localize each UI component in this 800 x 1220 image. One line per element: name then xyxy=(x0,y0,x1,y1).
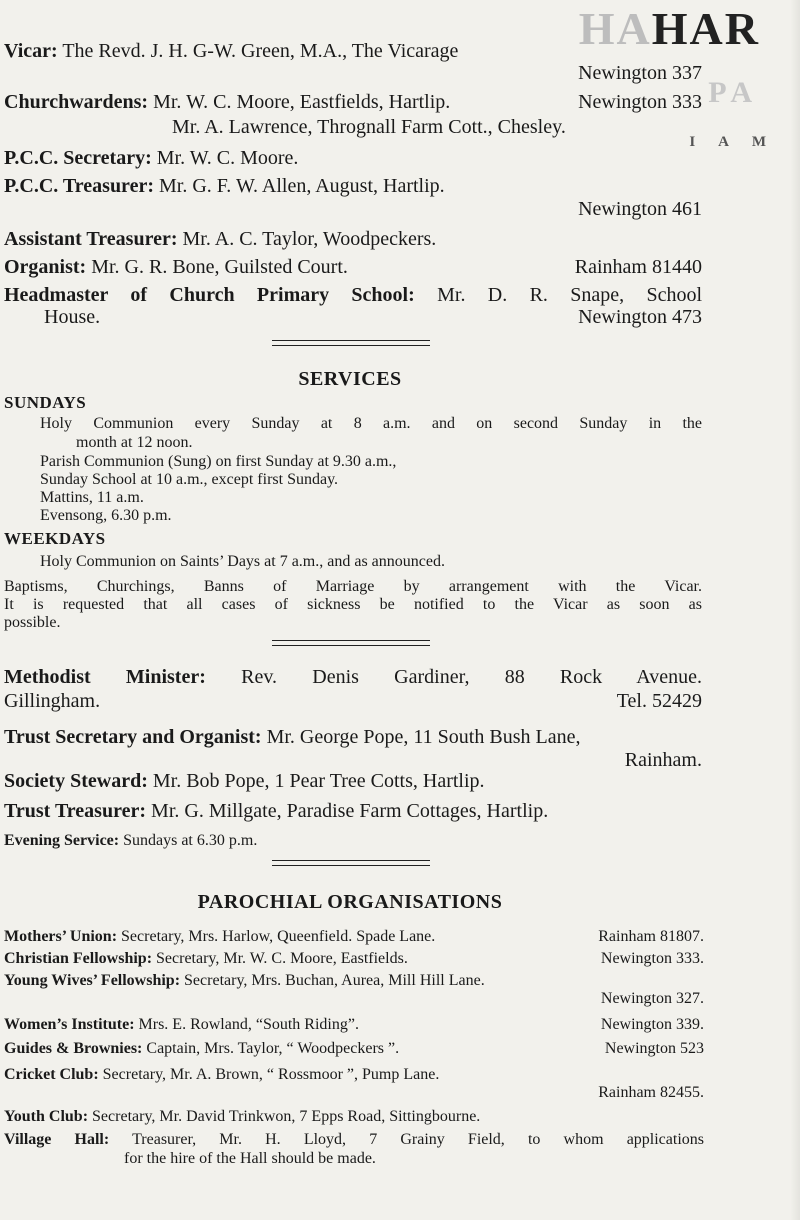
entry-text: Rev. Denis Gardiner, 88 Rock Avenue. xyxy=(241,666,702,688)
org-cricket-club xyxy=(4,1066,704,1084)
entry-headmaster-second xyxy=(4,306,702,328)
entry-text: The Revd. J. H. G-W. Green, M.A., The Vicarage xyxy=(62,40,459,62)
entry-trust-treasurer xyxy=(4,800,702,822)
entry-text: Mr. George Pope, 11 South Bush Lane, xyxy=(266,726,581,748)
weekdays-label: WEEKDAYS xyxy=(4,529,106,548)
organisations-heading: PAROCHIAL ORGANISATIONS xyxy=(197,891,503,913)
entry-text: Mr. A. C. Taylor, Woodpeckers. xyxy=(182,228,437,250)
entry-evening-service xyxy=(4,830,702,852)
sundays-label: SUNDAYS xyxy=(4,393,87,412)
org-label: Guides & Brownies: xyxy=(4,1040,143,1057)
services-note: Baptisms, Churchings, Banns of Marriage by arrangement with the Vicar. xyxy=(4,578,702,595)
entry-label: Evening Service: xyxy=(4,832,120,849)
sundays-line: Evensong, 6.30 p.m. xyxy=(40,507,172,524)
org-text: Captain, Mrs. Taylor, “ Woodpeckers ”. xyxy=(146,1040,400,1057)
org-village-hall xyxy=(4,1131,704,1149)
org-telephone: Newington 327. xyxy=(600,990,704,1007)
sundays-line: month at 12 noon. xyxy=(76,434,193,451)
entry-telephone: Newington 461 xyxy=(578,198,702,220)
services-note: It is requested that all cases of sickness be notified to the Vicar as soon as xyxy=(4,596,702,613)
entry-pcc-treasurer xyxy=(4,175,702,197)
org-text: Secretary, Mr. David Trinkwon, 7 Epps Road, Sittingbourne. xyxy=(92,1108,481,1125)
org-telephone: Newington 333. xyxy=(600,950,704,967)
services-heading: SERVICES xyxy=(298,368,402,390)
entry-churchwardens xyxy=(4,91,702,113)
org-telephone: Rainham 81807. xyxy=(598,928,704,945)
org-telephone: Newington 523 xyxy=(604,1040,704,1057)
entry-assistant-treasurer xyxy=(4,228,702,250)
entry-label: P.C.C. Treasurer: xyxy=(4,175,154,197)
org-label: Young Wives’ Fellowship: xyxy=(4,972,181,989)
entry-telephone: Tel. 52429 xyxy=(616,690,702,712)
entry-telephone: Rainham 81440 xyxy=(574,256,702,278)
org-telephone: Rainham 82455. xyxy=(598,1084,704,1101)
entry-society-steward xyxy=(4,770,702,792)
entry-telephone: Newington 333 xyxy=(578,91,702,113)
org-mothers-union xyxy=(4,928,704,946)
org-text: Secretary, Mr. A. Brown, “ Rossmoor ”, Pump Lane. xyxy=(102,1066,440,1083)
entry-text: Gillingham. xyxy=(4,690,101,712)
divider-rule xyxy=(272,860,430,866)
entry-label: Headmaster of Church Primary School: xyxy=(4,284,415,306)
org-label: Village Hall: xyxy=(4,1131,110,1148)
divider-rule xyxy=(272,340,430,346)
entry-text: Mr. W. C. Moore, Eastfields, Hartlip. xyxy=(153,91,451,113)
org-telephone: Newington 339. xyxy=(600,1016,704,1033)
entry-methodist-minister xyxy=(4,666,702,688)
org-young-wives xyxy=(4,972,704,990)
org-guides-brownies xyxy=(4,1040,704,1058)
entry-text: Mr. W. C. Moore. xyxy=(156,147,299,169)
entry-label: Trust Secretary and Organist: xyxy=(4,726,262,748)
entry-text: House. xyxy=(44,306,101,328)
bleed-through-small: I A M xyxy=(689,134,776,150)
entry-text: Mr. G. F. W. Allen, August, Hartlip. xyxy=(159,175,445,197)
sundays-line: Sunday School at 10 a.m., except first Sunday. xyxy=(40,471,339,488)
page-edge-shadow xyxy=(790,0,800,1220)
services-note: possible. xyxy=(4,614,61,631)
entry-label: Organist: xyxy=(4,256,87,278)
entry-organist xyxy=(4,256,702,278)
org-village-hall-second xyxy=(124,1150,704,1168)
org-text: Secretary, Mrs. Harlow, Queenfield. Spade Lane. xyxy=(121,928,436,945)
entry-pcc-secretary xyxy=(4,147,702,169)
org-text: Mrs. E. Rowland, “South Riding”. xyxy=(138,1016,359,1033)
org-label: Women’s Institute: xyxy=(4,1016,135,1033)
entry-label: Methodist Minister: xyxy=(4,666,206,688)
entry-text: Mr. G. R. Bone, Guilsted Court. xyxy=(91,256,348,278)
entry-telephone: Newington 473 xyxy=(578,306,702,328)
org-label: Christian Fellowship: xyxy=(4,950,153,967)
entry-text: Mr. G. Millgate, Paradise Farm Cottages, Hartlip. xyxy=(151,800,549,822)
divider-rule xyxy=(272,640,430,646)
entry-text: Rainham. xyxy=(624,749,702,771)
org-label: Mothers’ Union: xyxy=(4,928,118,945)
entry-trust-secretary xyxy=(4,726,702,748)
entry-text: Sundays at 6.30 p.m. xyxy=(123,832,258,849)
entry-text: Mr. A. Lawrence, Thrognall Farm Cott., Chesley. xyxy=(172,116,566,138)
bleed-through-heading: HAHAR xyxy=(578,3,760,54)
entry-label: P.C.C. Secretary: xyxy=(4,147,152,169)
entry-headmaster xyxy=(4,284,702,306)
entry-churchwardens-second xyxy=(172,116,692,138)
entry-label: Assistant Treasurer: xyxy=(4,228,178,250)
weekdays-line: Holy Communion on Saints’ Days at 7 a.m., and as announced. xyxy=(40,553,445,570)
bleed-through-subheading: PA xyxy=(708,76,758,109)
org-label: Youth Club: xyxy=(4,1108,89,1125)
org-text: Secretary, Mr. W. C. Moore, Eastfields. xyxy=(156,950,408,967)
entry-text: Mr. Bob Pope, 1 Pear Tree Cotts, Hartlip. xyxy=(152,770,485,792)
sundays-line: Parish Communion (Sung) on first Sunday at 9.30 a.m., xyxy=(40,453,397,470)
org-text: Treasurer, Mr. H. Lloyd, 7 Grainy Field, to whom applications xyxy=(132,1131,705,1148)
sundays-line: Mattins, 11 a.m. xyxy=(40,489,144,506)
org-youth-club xyxy=(4,1108,704,1126)
org-text: for the hire of the Hall should be made. xyxy=(124,1150,376,1167)
entry-label: Vicar: xyxy=(4,40,58,62)
org-text: Secretary, Mrs. Buchan, Aurea, Mill Hill Lane. xyxy=(184,972,485,989)
entry-telephone: Newington 337 xyxy=(578,62,702,84)
entry-text: Mr. D. R. Snape, School xyxy=(437,284,703,306)
entry-label: Society Steward: xyxy=(4,770,148,792)
org-label: Cricket Club: xyxy=(4,1066,99,1083)
org-womens-institute xyxy=(4,1016,704,1034)
entry-label: Trust Treasurer: xyxy=(4,800,147,822)
entry-methodist-minister-second xyxy=(4,690,702,712)
sundays-line: Holy Communion every Sunday at 8 a.m. and on second Sunday in the xyxy=(40,415,702,432)
entry-vicar xyxy=(4,40,702,62)
entry-label: Churchwardens: xyxy=(4,91,149,113)
org-christian-fellowship xyxy=(4,950,704,968)
